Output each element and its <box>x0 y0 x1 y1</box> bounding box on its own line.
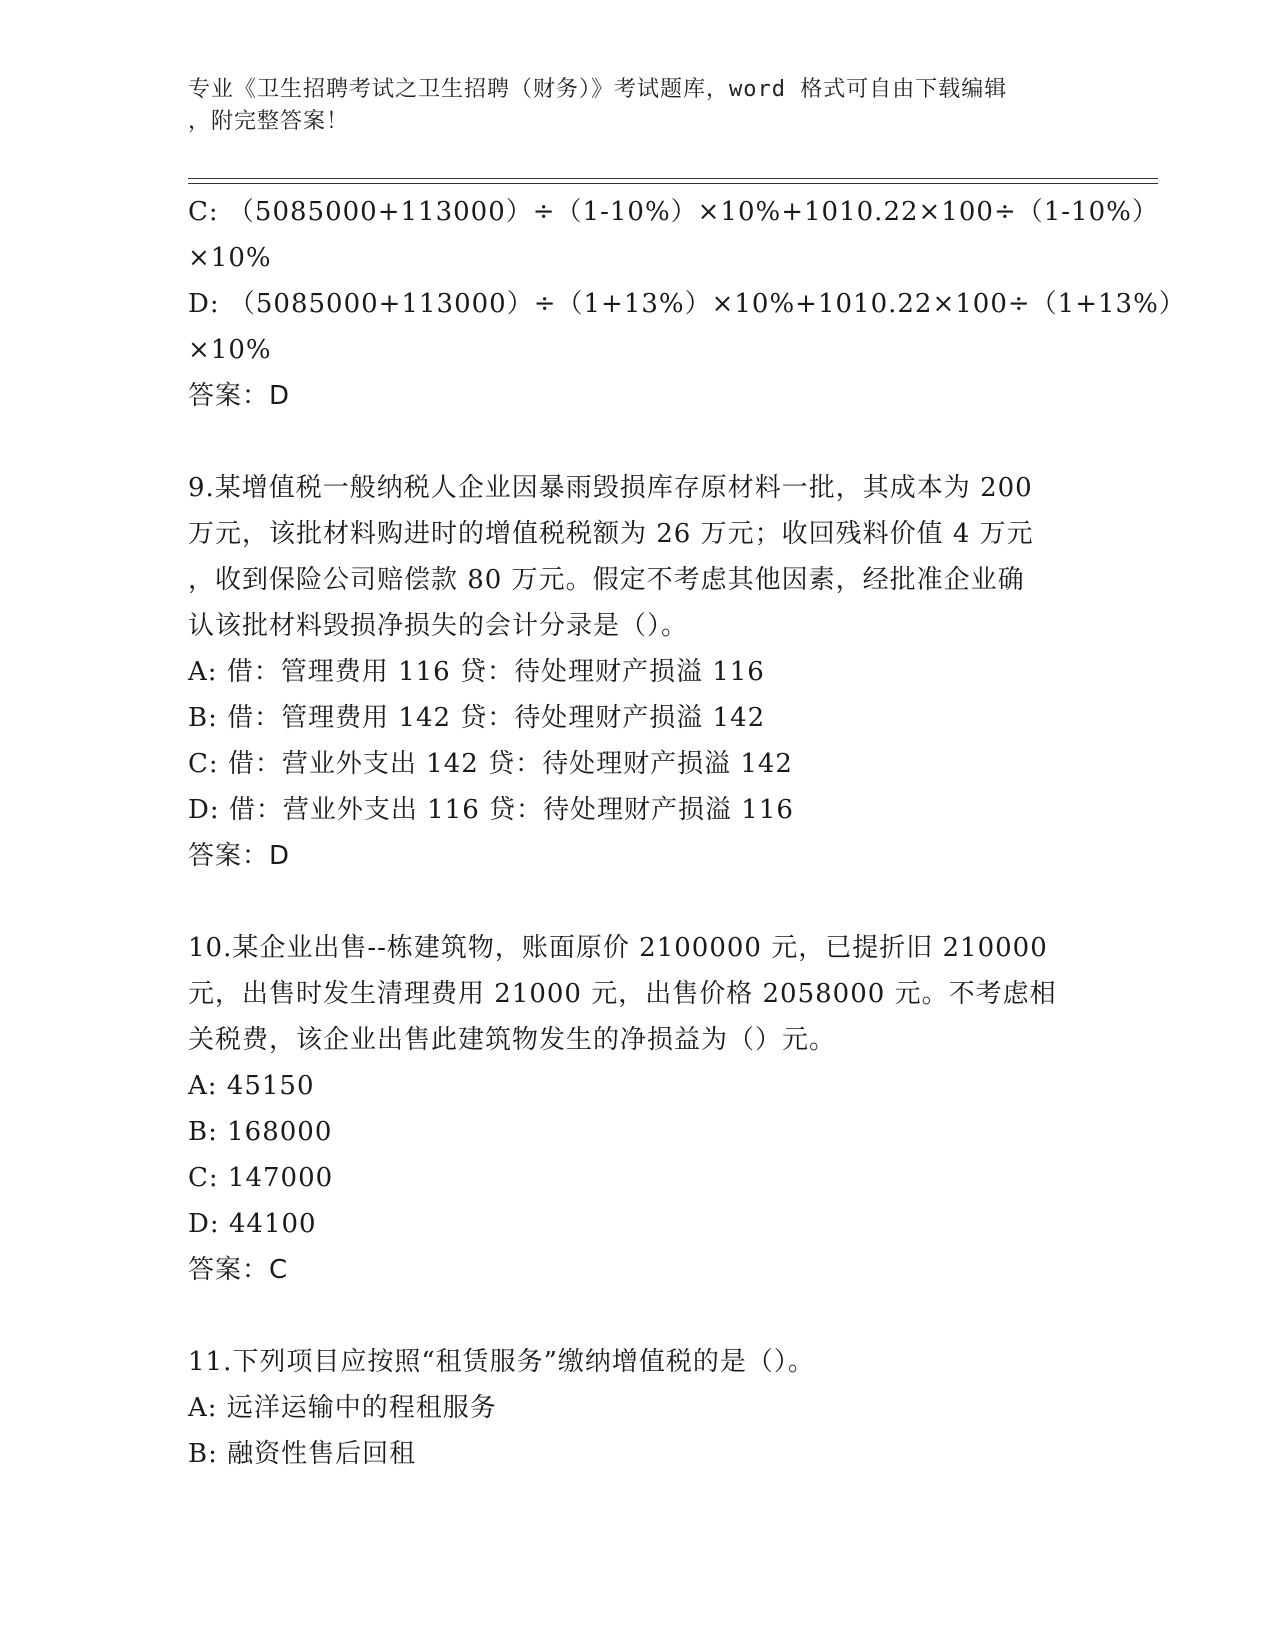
option-d-line1: D: （5085000+113000）÷（1+13%）×10%+1010.22×100÷（1+13%） <box>188 289 1186 319</box>
question-text-line: 万元，该批材料购进时的增值税税额为 26 万元；收回残料价值 4 万元 <box>188 519 1034 549</box>
question-text-line: 认该批材料毁损净损失的会计分录是（）。 <box>188 611 689 641</box>
answer-line: 答案：C <box>188 1255 289 1285</box>
spacer <box>188 879 1088 925</box>
question-10 <box>188 925 1088 1293</box>
question-text-line: 元，出售时发生清理费用 21000 元，出售价格 2058000 元。不考虑相 <box>188 979 1057 1009</box>
option-a: A: 借：管理费用 116 贷：待处理财产损溢 116 <box>188 657 765 687</box>
option-d: D: 44100 <box>188 1209 317 1239</box>
header-title-line1: 专业《卫生招聘考试之卫生招聘（财务）》考试题库，word 格式可自由下载编辑 <box>188 77 1008 102</box>
header-divider-bottom <box>188 183 1158 184</box>
option-a: A: 45150 <box>188 1071 315 1101</box>
option-d: D: 借：营业外支出 116 贷：待处理财产损溢 116 <box>188 795 794 825</box>
question-11 <box>188 1339 1088 1477</box>
spacer <box>188 1293 1088 1339</box>
option-b: B: 借：管理费用 142 贷：待处理财产损溢 142 <box>188 703 766 733</box>
document-body <box>188 189 1186 1477</box>
answer-line: 答案：D <box>188 841 291 871</box>
option-b: B: 融资性售后回租 <box>188 1439 417 1469</box>
option-d-line2: ×10% <box>188 335 272 365</box>
header-divider-top <box>188 178 1158 179</box>
option-c-line1: C: （5085000+113000）÷（1-10%）×10%+1010.22×100÷（1-10%） <box>188 197 1159 227</box>
question-9 <box>188 465 1088 879</box>
question-text-line: 11.下列项目应按照“租赁服务”缴纳增值税的是（）。 <box>188 1347 815 1377</box>
spacer <box>188 419 1088 465</box>
question-text-line: ，收到保险公司赔偿款 80 万元。假定不考虑其他因素，经批准企业确 <box>188 565 1025 595</box>
question-text-line: 9.某增值税一般纳税人企业因暴雨毁损库存原材料一批，其成本为 200 <box>188 473 1033 503</box>
option-c: C: 借：营业外支出 142 贷：待处理财产损溢 142 <box>188 749 793 779</box>
page-header <box>188 74 1088 138</box>
prev-question <box>188 189 1186 419</box>
header-title-line2: ，附完整答案！ <box>188 109 350 134</box>
question-text-line: 关税费，该企业出售此建筑物发生的净损益为（）元。 <box>188 1025 837 1055</box>
option-c-line2: ×10% <box>188 243 272 273</box>
option-a: A: 远洋运输中的程租服务 <box>188 1393 497 1423</box>
question-text-line: 10.某企业出售--栋建筑物，账面原价 2100000 元，已提折旧 210000 <box>188 933 1048 963</box>
option-c: C: 147000 <box>188 1163 334 1193</box>
option-b: B: 168000 <box>188 1117 333 1147</box>
answer-line: 答案：D <box>188 381 291 411</box>
